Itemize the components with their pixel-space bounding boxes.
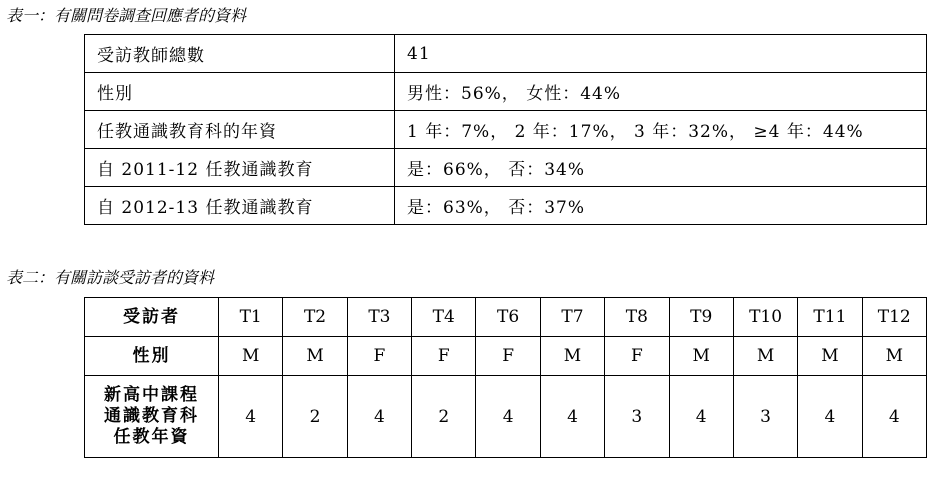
gender-cell: F	[476, 337, 540, 376]
gender-cell: M	[669, 337, 733, 376]
interviewee-cell: T7	[540, 298, 604, 337]
table-row	[85, 35, 927, 73]
gender-cell: F	[347, 337, 411, 376]
row-value: 是：63%， 否：37%	[395, 187, 927, 225]
gender-cell: M	[540, 337, 604, 376]
years-cell: 3	[605, 376, 669, 458]
table-row	[85, 187, 927, 225]
table-row	[85, 111, 927, 149]
years-cell: 4	[219, 376, 283, 458]
years-cell: 4	[540, 376, 604, 458]
years-cell: 4	[669, 376, 733, 458]
years-cell: 4	[798, 376, 862, 458]
years-header-line: 通識教育科	[104, 406, 199, 426]
row-label: 受訪教師總數	[85, 35, 395, 73]
years-cell: 2	[283, 376, 347, 458]
table1-caption: 表一：有關問卷調查回應者的資料	[6, 6, 247, 25]
years-cell: 4	[476, 376, 540, 458]
gender-cell: M	[219, 337, 283, 376]
table-row	[85, 149, 927, 187]
interviewee-cell: T2	[283, 298, 347, 337]
interviewee-cell: T9	[669, 298, 733, 337]
gender-cell: M	[798, 337, 862, 376]
interviewee-cell: T1	[219, 298, 283, 337]
years-row	[85, 376, 927, 458]
interviewees-table	[84, 297, 927, 458]
gender-row	[85, 337, 927, 376]
interviewee-cell: T12	[862, 298, 926, 337]
respondents-table	[84, 34, 927, 225]
row-value: 是：66%， 否：34%	[395, 149, 927, 187]
gender-header: 性別	[85, 337, 219, 376]
row-value: 1 年：7%， 2 年：17%， 3 年：32%， ≥4 年：44%	[395, 111, 927, 149]
row-label: 自 2011-12 任教通識教育	[85, 149, 395, 187]
row-label: 性別	[85, 73, 395, 111]
years-cell: 3	[733, 376, 797, 458]
gender-cell: F	[605, 337, 669, 376]
interviewee-cell: T10	[733, 298, 797, 337]
row-label: 自 2012-13 任教通識教育	[85, 187, 395, 225]
interviewee-cell: T4	[412, 298, 476, 337]
years-cell: 4	[347, 376, 411, 458]
table-row	[85, 73, 927, 111]
interviewee-cell: T8	[605, 298, 669, 337]
row-label: 任教通識教育科的年資	[85, 111, 395, 149]
table2-caption: 表二：有關訪談受訪者的資料	[6, 268, 215, 287]
interviewee-header: 受訪者	[85, 298, 219, 337]
row-value: 41	[395, 35, 927, 73]
years-header-line: 任教年資	[113, 427, 190, 447]
interviewee-cell: T6	[476, 298, 540, 337]
years-header-line: 新高中課程	[104, 385, 199, 405]
years-cell: 4	[862, 376, 926, 458]
interviewee-cell: T11	[798, 298, 862, 337]
gender-cell: M	[862, 337, 926, 376]
interviewee-row	[85, 298, 927, 337]
years-header	[85, 376, 219, 458]
gender-cell: M	[283, 337, 347, 376]
years-cell: 2	[412, 376, 476, 458]
row-value: 男性：56%， 女性：44%	[395, 73, 927, 111]
gender-cell: M	[733, 337, 797, 376]
gender-cell: F	[412, 337, 476, 376]
interviewee-cell: T3	[347, 298, 411, 337]
